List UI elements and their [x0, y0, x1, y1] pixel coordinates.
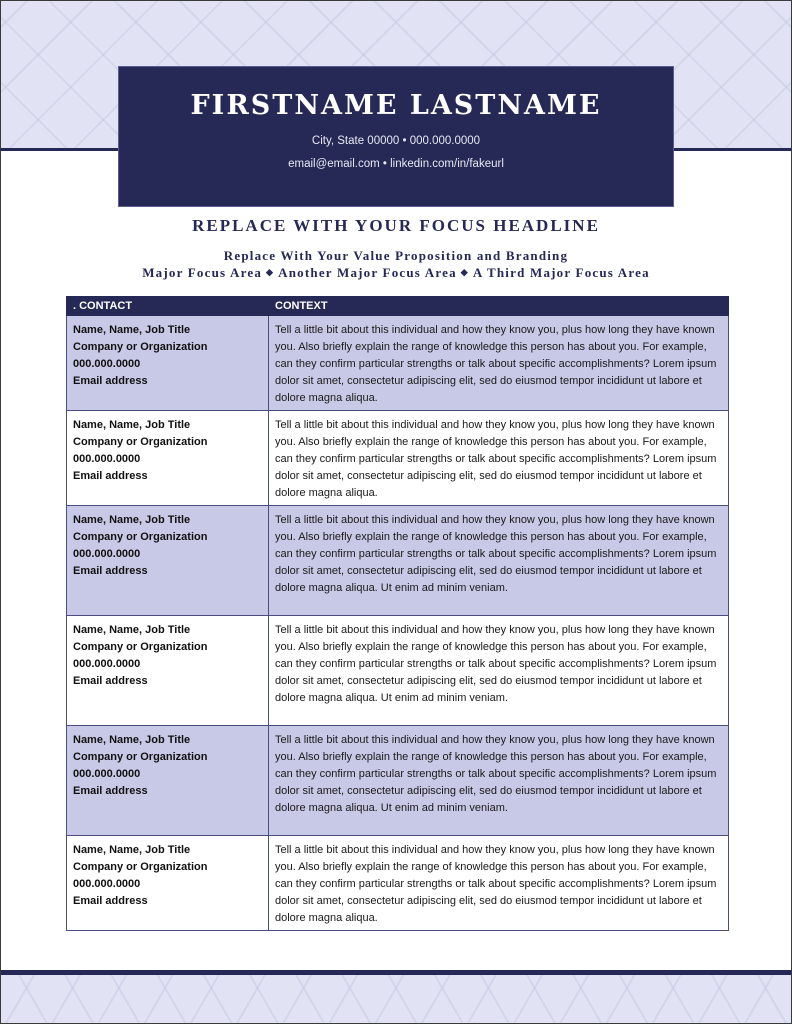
- context-cell: Tell a little bit about this individual and how they know you, plus how long they have known you. Also briefly explain the range of knowledge this person has about you. For example, can they confirm particular strengths or talk about specific accomplishments? Lorem ipsum dolor sit amet, consectetur adipiscing elit, sed do eiusmod tempor incididunt ut labore et dolore magna aliqua. Ut enim ad minim veniam.: [269, 616, 729, 726]
- table-row: [67, 506, 729, 616]
- context-cell: Tell a little bit about this individual and how they know you, plus how long they have known you. Also briefly explain the range of knowledge this person has about you. For example, can they confirm particular strengths or talk about specific accomplishments? Lorem ipsum dolor sit amet, consectetur adipiscing elit, sed do eiusmod tempor incididunt ut labore et dolore magna aliqua.: [269, 411, 729, 506]
- reference-name: Name, Name, Job Title: [73, 514, 191, 526]
- table-row: [67, 316, 729, 411]
- reference-email: Email address: [73, 895, 148, 907]
- full-name: FIRSTNAME LASTNAME: [190, 90, 602, 121]
- column-header-context: CONTEXT: [269, 297, 729, 316]
- reference-email: Email address: [73, 785, 148, 797]
- context-cell: Tell a little bit about this individual and how they know you, plus how long they have known you. Also briefly explain the range of knowledge this person has about you. For example, can they confirm particular strengths or talk about specific accomplishments? Lorem ipsum dolor sit amet, consectetur adipiscing elit, sed do eiusmod tempor incididunt ut labore et dolore magna aliqua. Ut enim ad minim veniam.: [269, 726, 729, 836]
- email-linkedin: email@email.com • linkedin.com/in/fakeurl: [288, 158, 504, 170]
- focus-area-1: Major Focus Area: [142, 265, 263, 280]
- contact-cell: [67, 506, 269, 616]
- reference-company: Company or Organization: [73, 751, 208, 763]
- contact-cell: [67, 836, 269, 931]
- table-row: [67, 616, 729, 726]
- reference-phone: 000.000.0000: [73, 358, 141, 370]
- focus-area-3: A Third Major Focus Area: [472, 265, 650, 280]
- reference-email: Email address: [73, 675, 148, 687]
- context-cell: Tell a little bit about this individual and how they know you, plus how long they have known you. Also briefly explain the range of knowledge this person has about you. For example, can they confirm particular strengths or talk about specific accomplishments? Lorem ipsum dolor sit amet, consectetur adipiscing elit, sed do eiusmod tempor incididunt ut labore et dolore magna aliqua.: [269, 836, 729, 931]
- reference-company: Company or Organization: [73, 436, 208, 448]
- reference-email: Email address: [73, 565, 148, 577]
- diamond-separator-icon: ◆: [460, 267, 469, 277]
- diamond-separator-icon: ◆: [266, 267, 275, 277]
- reference-phone: 000.000.0000: [73, 768, 141, 780]
- footer-pattern-band: [0, 975, 792, 1024]
- reference-phone: 000.000.0000: [73, 548, 141, 560]
- focus-headline: REPLACE WITH YOUR FOCUS HEADLINE: [192, 216, 600, 235]
- reference-email: Email address: [73, 470, 148, 482]
- location-phone: City, State 00000 • 000.000.0000: [311, 135, 481, 147]
- reference-phone: 000.000.0000: [73, 878, 141, 890]
- focus-area-2: Another Major Focus Area: [278, 265, 457, 280]
- reference-company: Company or Organization: [73, 341, 208, 353]
- reference-name: Name, Name, Job Title: [73, 844, 191, 856]
- reference-company: Company or Organization: [73, 641, 208, 653]
- contact-cell: [67, 726, 269, 836]
- reference-phone: 000.000.0000: [73, 453, 141, 465]
- context-cell: Tell a little bit about this individual and how they know you, plus how long they have known you. Also briefly explain the range of knowledge this person has about you. For example, can they confirm particular strengths or talk about specific accomplishments? Lorem ipsum dolor sit amet, consectetur adipiscing elit, sed do eiusmod tempor incididunt ut labore et dolore magna aliqua.: [269, 316, 729, 411]
- reference-company: Company or Organization: [73, 861, 208, 873]
- context-cell: Tell a little bit about this individual and how they know you, plus how long they have known you. Also briefly explain the range of knowledge this person has about you. For example, can they confirm particular strengths or talk about specific accomplishments? Lorem ipsum dolor sit amet, consectetur adipiscing elit, sed do eiusmod tempor incididunt ut labore et dolore magna aliqua. Ut enim ad minim veniam.: [269, 506, 729, 616]
- table-row: [67, 836, 729, 931]
- contact-cell: [67, 316, 269, 411]
- reference-email: Email address: [73, 375, 148, 387]
- table-header-row: [67, 297, 729, 316]
- focus-areas: [0, 264, 792, 281]
- reference-phone: 000.000.0000: [73, 658, 141, 670]
- value-proposition: Replace With Your Value Proposition and Branding: [223, 248, 569, 263]
- reference-name: Name, Name, Job Title: [73, 419, 191, 431]
- references-table: [66, 296, 729, 931]
- reference-company: Company or Organization: [73, 531, 208, 543]
- reference-name: Name, Name, Job Title: [73, 734, 191, 746]
- column-header-contact: . CONTACT: [67, 297, 269, 316]
- name-banner: [118, 66, 674, 207]
- reference-name: Name, Name, Job Title: [73, 324, 191, 336]
- contact-cell: [67, 616, 269, 726]
- table-row: [67, 411, 729, 506]
- contact-cell: [67, 411, 269, 506]
- reference-name: Name, Name, Job Title: [73, 624, 191, 636]
- table-row: [67, 726, 729, 836]
